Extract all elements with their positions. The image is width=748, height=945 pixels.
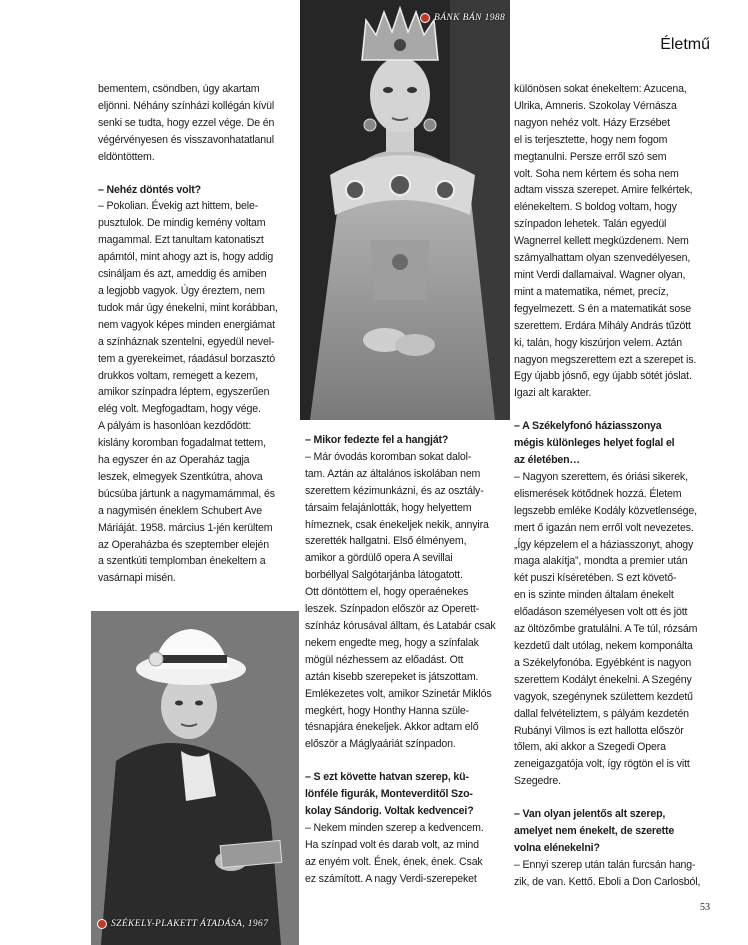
- text-line: fegyelmezett. S én a matematikát sose: [514, 302, 691, 315]
- text-line: számyalhattam olyan szenvedélyesen,: [514, 252, 691, 265]
- text-line: Máriáját. 1958. március 1-jén kerültem: [98, 521, 273, 534]
- text-line: előadáson személyesen volt ott és jött: [514, 606, 688, 619]
- text-line: a színháznak szentelni, egyedül nevel-: [98, 335, 275, 348]
- text-line: mint a matematika, német, precíz,: [514, 285, 669, 298]
- text-line: – Nekem minden szerep a kedvencem.: [305, 821, 484, 834]
- bank-ban-photo: [300, 0, 510, 420]
- text-line: eljönni. Néhány színházi kollégán kívül: [98, 99, 275, 112]
- text-line: elénekeltem. S boldog voltam, hogy: [514, 201, 677, 214]
- page-number: 53: [700, 902, 710, 913]
- text-column-2: [305, 432, 505, 888]
- section-title: Életmű: [660, 36, 710, 53]
- text-line: dallal felvételiztem, s pályám kezdetén: [514, 707, 689, 720]
- red-dot-icon: [97, 919, 107, 929]
- photo-caption-bank-ban: [420, 13, 505, 23]
- text-line: magammal. Ezt tanultam katonatiszt: [98, 234, 264, 247]
- text-line: hímeznek, csak énekeljek nekik, annyira: [305, 518, 489, 531]
- text-line: adtam vissza szerepet. Amire felkértek,: [514, 184, 693, 197]
- text-line: Egy újabb jósnő, egy újabb sötét jóslat.: [514, 370, 692, 383]
- text-line: vasárnapi misén.: [98, 572, 176, 585]
- text-line: nekem engedte meg, hogy a színfalak: [305, 636, 479, 649]
- text-line: tam. Aztán az általános iskolában nem: [305, 467, 481, 480]
- interview-question: – S ezt követte hatvan szerep, kü-: [305, 771, 469, 784]
- text-line: zeneigazgatója volt, így rögtön el is vitt: [514, 758, 690, 771]
- text-line: különösen sokat énekeltem: Azucena,: [514, 83, 687, 95]
- text-line: tudok már úgy énekelni, mint korábban,: [98, 301, 278, 314]
- text-line: mert ő igazán nem erről volt nevezetes.: [514, 521, 694, 534]
- text-line: Wagnerrel kellett megküzdenem. Nem: [514, 235, 689, 248]
- text-line: társaim felajánlották, hogy helyettem: [305, 501, 472, 514]
- text-line: a Székelyfonóba. Egyébként is nagyon: [514, 656, 692, 669]
- text-line: A pályám is hasonlóan kezdődött:: [98, 420, 252, 433]
- text-line: szerettem kézimunkázni, és az osztály-: [305, 484, 484, 497]
- text-column-3: [514, 81, 714, 891]
- text-line: vagyok, szegénynek születtem kezdetű: [514, 690, 693, 703]
- text-line: két puszi kíséretében. S ezt követő-: [514, 572, 677, 585]
- text-line: ez számított. A nagy Verdi-szerepeket: [305, 872, 477, 885]
- text-line: apámtól, mint ahogy azt is, hogy addig: [98, 251, 274, 264]
- interview-question: – A Székelyfonó háziasszonya: [514, 420, 662, 433]
- text-line: elég volt. Megfogadtam, hogy vége.: [98, 403, 261, 416]
- opera-singer-portrait: [300, 0, 510, 420]
- text-line: Ott döntöttem el, hogy operaénekes: [305, 586, 469, 599]
- text-line: el is terjesztette, hogy nem fogom: [514, 133, 668, 146]
- text-line: végérvényesen és visszavonhatatlanul: [98, 133, 274, 146]
- text-line: szerettem. Erdára Mihály András tűzött: [514, 319, 691, 332]
- text-line: – Már óvodás koromban sokat dalol-: [305, 450, 472, 463]
- text-line: megtanulni. Persze erről szó sem: [514, 150, 667, 163]
- text-line: borbéllyal Salgótarjánba látogatott.: [305, 569, 463, 582]
- interview-question: mégis különleges helyet foglal el: [514, 437, 675, 450]
- text-line: Szegedre.: [514, 775, 561, 788]
- text-line: megkért, hogy Honthy Hanna szüle-: [305, 704, 470, 717]
- text-line: amikor színpadra léptem, egyszerűen: [98, 386, 270, 399]
- text-line: szerették hallgatni. Első élményem,: [305, 535, 467, 548]
- text-line: elismerések kötődnek hozzá. Életem: [514, 487, 682, 500]
- text-line: a legjobb vagyok. Úgy éreztem, nem: [98, 284, 265, 297]
- interview-question: – Van olyan jelentős alt szerep,: [514, 808, 666, 821]
- interview-question: – Nehéz döntés volt?: [98, 183, 201, 196]
- text-column-1: [98, 81, 298, 587]
- text-line: zik, de van. Kettő. Eboli a Don Carlosból,: [514, 875, 701, 888]
- text-line: amikor a gördülő opera A sevillai: [305, 552, 453, 565]
- text-line: Ha színpad volt és darab volt, az mind: [305, 838, 479, 851]
- text-line: en is szinte minden általam énekelt: [514, 589, 674, 602]
- text-line: volt. Soha nem kértem és soha nem: [514, 167, 679, 180]
- text-line: aztán kisebb szerepeket is játszottam.: [305, 670, 479, 683]
- text-line: először a Máglyaáriát színpadon.: [305, 738, 456, 751]
- text-line: nagyon nehéz volt. Házy Erzsébet: [514, 116, 670, 129]
- text-line: eldöntöttem.: [98, 150, 155, 163]
- interview-question: kolay Sándorig. Voltak kedvencei?: [305, 805, 474, 818]
- text-line: búcsúba jártunk a nagymamámmal, és: [98, 487, 275, 500]
- text-line: mögül nézhessem az előadást. Ott: [305, 653, 464, 666]
- text-line: Ulrika, Amneris. Szokolay Vérnásza: [514, 99, 677, 112]
- text-line: az Operaházba és szeptember elején: [98, 538, 269, 551]
- photo-caption-szekely-plakett: [97, 919, 268, 929]
- text-line: az enyém volt. Ének, ének, ének. Csak: [305, 855, 483, 868]
- caption-text: SZÉKELY-PLAKETT ÁTADÁSA, 1967: [111, 919, 269, 929]
- text-line: – Ennyi szerep után talán furcsán hang-: [514, 858, 696, 871]
- text-line: kezdetű dalt utólag, nekem komponálta: [514, 640, 693, 652]
- text-line: maga alakítja”, mondta a premier után: [514, 555, 688, 568]
- text-line: tésnapjára énekeljek. Akkor adtam elő: [305, 721, 479, 734]
- text-line: ki, talán, hogy kiszúrjon velem. Aztán: [514, 336, 683, 349]
- interview-question: volna elénekelni?: [514, 841, 600, 854]
- text-line: drukkos voltam, remegett a kezem,: [98, 369, 258, 382]
- red-dot-icon: [420, 13, 430, 23]
- interview-question: lönféle figurák, Monteverditől Szo-: [305, 788, 473, 801]
- text-line: ha egyszer én az Operaház tagja: [98, 454, 250, 467]
- text-line: legszebb emléke Kodály közvetlensége,: [514, 504, 697, 517]
- text-line: Rubányi Vilmos is ezt hallotta először: [514, 724, 684, 737]
- award-ceremony-portrait: [91, 611, 299, 945]
- text-line: leszek. Színpadon először az Operett-: [305, 603, 480, 616]
- text-line: leszek, elmegyek Szentkútra, ahova: [98, 470, 263, 483]
- text-line: tőlem, aki akkor a Szegedi Opera: [514, 741, 666, 754]
- text-line: Igazi alt karakter.: [514, 387, 592, 400]
- text-line: nagyon megszerettem ezt a szerepet is.: [514, 353, 697, 366]
- caption-text: BÁNK BÁN 1988: [434, 13, 506, 23]
- text-line: kislány koromban fogadalmat tettem,: [98, 437, 266, 450]
- text-line: – Pokolian. Évekig azt hittem, bele-: [98, 200, 259, 213]
- text-line: tem a gyerekeimet, ráadásul borzasztó: [98, 352, 275, 365]
- text-line: a szentkúti templomban énekeltem a: [98, 555, 266, 568]
- szekely-plakett-photo: [91, 611, 299, 945]
- text-line: „Így képzelem el a háziasszonyt, ahogy: [514, 538, 694, 551]
- text-line: az öltözőmbe gratulálni. A Te túl, rózsám: [514, 623, 698, 636]
- text-line: mint Verdi dallamaival. Wagner olyan,: [514, 268, 686, 281]
- text-line: színház kórusával álltam, és Latabár csak: [305, 619, 496, 632]
- interview-question: – Mikor fedezte fel a hangját?: [305, 434, 449, 446]
- text-line: nem vagyok képes minden energiámat: [98, 318, 275, 331]
- text-line: csináljam és azt, ameddig és amiben: [98, 268, 267, 281]
- text-line: – Nagyon szerettem, és óriási sikerek,: [514, 470, 688, 483]
- text-line: Emlékezetes volt, amikor Szinetár Miklós: [305, 687, 492, 700]
- text-line: szerettem Kodályt énekelni. A Szegény: [514, 673, 692, 686]
- text-line: pusztulok. De mindig kemény voltam: [98, 217, 266, 230]
- text-line: senki se tudta, hogy ezzel vége. De én: [98, 116, 275, 129]
- interview-question: amelyet nem énekelt, de szerette: [514, 825, 675, 838]
- text-line: bementem, csöndben, úgy akartam: [98, 83, 260, 95]
- interview-question: az életében…: [514, 454, 580, 467]
- text-line: színpadon lehetek. Talán egyedül: [514, 218, 667, 231]
- text-line: a nagymisén éneklem Schubert Ave: [98, 504, 263, 517]
